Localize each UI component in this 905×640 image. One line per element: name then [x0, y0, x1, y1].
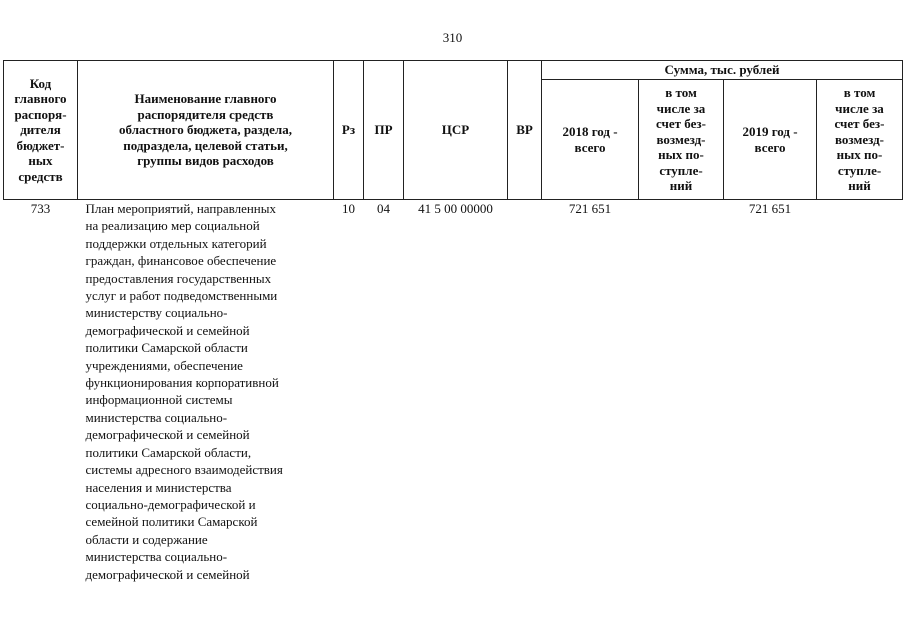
row-2018-total: 721 651 — [568, 201, 612, 216]
row-code: 733 — [30, 201, 51, 216]
header-code: Код главного распоря- дителя бюджет- ных средств — [4, 61, 78, 200]
header-sum-group: Сумма, тыс. рублей — [542, 61, 903, 80]
table-header — [4, 61, 903, 200]
row-rz: 10 — [342, 201, 355, 216]
row-2019-free — [817, 200, 903, 583]
row-name: План мероприятий, направленных на реализацию мер социальной поддержки отдельных категорий граждан, финансовое обеспечение предоставления государственных услуг и работ подведомственными министерству социально- демографической и семейной политики Самарской области учреждениями, обеспечение функционирования корпоративной информационной системы министерства социально- демографической и семейной политики Самарской области, системы адресного взаимодействия населения и министерства социально-демографической и семейной политики Самарской области и содержание министерства социально- демографической и семейной — [85, 201, 283, 582]
budget-table — [3, 60, 903, 583]
header-rz: Рз — [334, 61, 364, 200]
row-vr — [508, 200, 542, 583]
row-2018-free — [639, 200, 724, 583]
header-vr: ВР — [508, 61, 542, 200]
row-csr: 41 5 00 00000 — [418, 201, 493, 216]
page-number: 310 — [442, 30, 463, 45]
table-body — [4, 200, 903, 583]
header-2019-total: 2019 год - всего — [724, 80, 817, 200]
header-pr: ПР — [364, 61, 404, 200]
row-2019-total: 721 651 — [748, 201, 792, 216]
header-csr: ЦСР — [404, 61, 508, 200]
table-row — [4, 200, 903, 583]
row-pr: 04 — [377, 201, 390, 216]
header-2018-total: 2018 год - всего — [542, 80, 639, 200]
header-2019-free: в том числе за счет без- возмезд- ных по- ступле- ний — [817, 80, 903, 200]
header-2018-free: в том числе за счет без- возмезд- ных по- ступле- ний — [639, 80, 724, 200]
header-name: Наименование главного распорядителя средств областного бюджета, раздела, подраздела, целевой статьи, группы видов расходов — [78, 61, 334, 200]
